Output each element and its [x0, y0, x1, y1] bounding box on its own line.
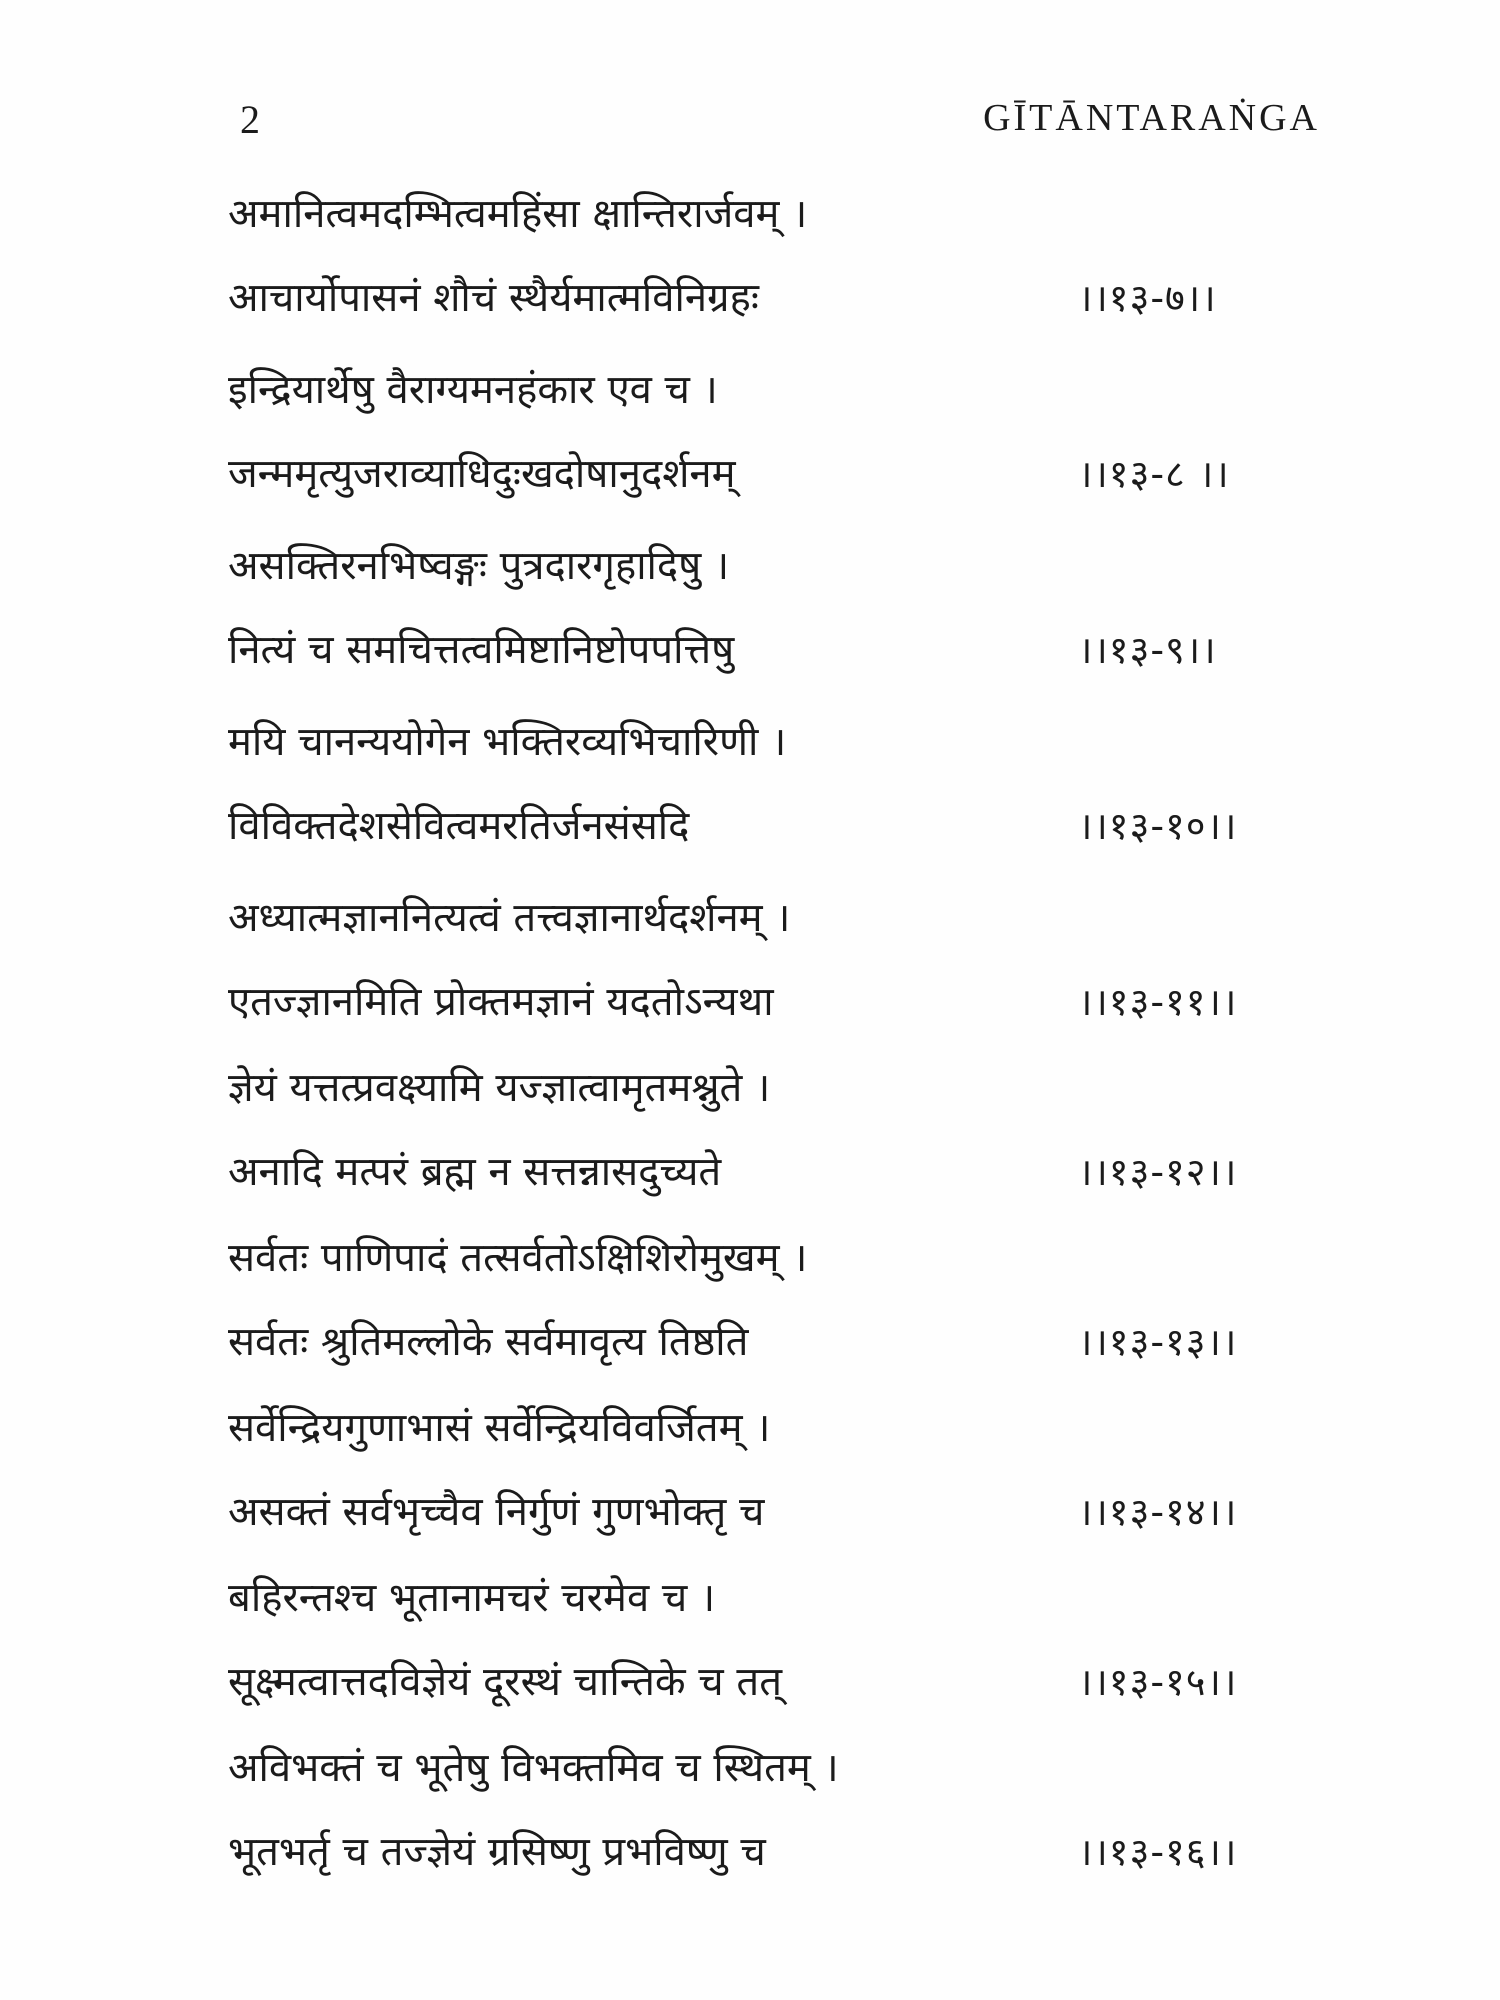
- page-header: [240, 96, 1320, 156]
- verse-number: ।।१३-१४।।: [1078, 1490, 1238, 1534]
- verse-list: [228, 190, 1318, 1914]
- verse-13-8: [228, 366, 1318, 542]
- verse-line-2: आचार्योपासनं शौचं स्थैर्यमात्मविनिग्रहः: [228, 275, 759, 321]
- verse-number: ।।१३-९।।: [1078, 628, 1217, 672]
- verse-line-1: अध्यात्मज्ञाननित्यत्वं तत्त्वज्ञानार्थदर्शनम् ।: [228, 895, 791, 941]
- verse-13-12: [228, 1064, 1318, 1234]
- verse-line-2: नित्यं च समचित्तत्वमिष्टानिष्टोपपत्तिषु: [228, 627, 735, 673]
- verse-line-1: सर्वेन्द्रियगुणाभासं सर्वेन्द्रियविवर्जितम् ।: [228, 1405, 771, 1451]
- verse-number: ।।१३-११।।: [1078, 980, 1238, 1024]
- verse-number: ।।१३-८ ।।: [1078, 452, 1230, 496]
- verse-number: ।।१३-१५।।: [1078, 1660, 1238, 1704]
- verse-number: ।।१३-१३।।: [1078, 1320, 1238, 1364]
- verse-line-1: सर्वतः पाणिपादं तत्सर्वतोऽक्षिशिरोमुखम् ।: [228, 1235, 808, 1281]
- verse-line-2: जन्ममृत्युजराव्याधिदुःखदोषानुदर्शनम्: [228, 451, 736, 497]
- page-number: 2: [240, 97, 261, 142]
- verse-number: ।।१३-१२।।: [1078, 1150, 1238, 1194]
- verse-line-2: भूतभर्तृ च तज्ज्ञेयं ग्रसिष्णु प्रभविष्णु च: [228, 1829, 766, 1875]
- verse-line-2: सर्वतः श्रुतिमल्लोके सर्वमावृत्य तिष्ठति: [228, 1319, 749, 1365]
- verse-13-7: [228, 190, 1318, 366]
- verse-number: ।।१३-१६।।: [1078, 1830, 1238, 1874]
- verse-line-1: इन्द्रियार्थेषु वैराग्यमनहंकार एव च ।: [228, 367, 718, 413]
- verse-line-1: अविभक्तं च भूतेषु विभक्तमिव च स्थितम् ।: [228, 1745, 839, 1791]
- verse-13-9: [228, 542, 1318, 718]
- verse-line-1: मयि चानन्ययोगेन भक्तिरव्यभिचारिणी ।: [228, 719, 787, 765]
- verse-line-1: ज्ञेयं यत्तत्प्रवक्ष्यामि यज्ज्ञात्वामृतमश्नुते ।: [228, 1065, 771, 1111]
- running-title: GĪTĀNTARAṄGA: [983, 97, 1320, 139]
- verse-13-11: [228, 894, 1318, 1064]
- verse-line-2: सूक्ष्मत्वात्तदविज्ञेयं दूरस्थं चान्तिके च तत्: [228, 1659, 783, 1705]
- verse-13-14: [228, 1404, 1318, 1574]
- verse-line-2: असक्तं सर्वभृच्चैव निर्गुणं गुणभोक्तृ च: [228, 1489, 765, 1535]
- verse-number: ।।१३-७।।: [1078, 276, 1217, 320]
- verse-13-16: [228, 1744, 1318, 1914]
- verse-13-15: [228, 1574, 1318, 1744]
- verse-line-2: विविक्तदेशसेवित्वमरतिर्जनसंसदि: [228, 803, 690, 849]
- verse-number: ।।१३-१०।।: [1078, 804, 1238, 848]
- verse-line-1: असक्तिरनभिष्वङ्गः पुत्रदारगृहादिषु ।: [228, 543, 730, 589]
- verse-line-2: अनादि मत्परं ब्रह्म न सत्तन्नासदुच्यते: [228, 1149, 722, 1195]
- verse-line-2: एतज्ज्ञानमिति प्रोक्तमज्ञानं यदतोऽन्यथा: [228, 979, 774, 1025]
- verse-13-10: [228, 718, 1318, 894]
- verse-line-1: बहिरन्तश्च भूतानामचरं चरमेव च ।: [228, 1575, 716, 1621]
- verse-13-13: [228, 1234, 1318, 1404]
- verse-line-1: अमानित्वमदम्भित्वमहिंसा क्षान्तिरार्जवम् ।: [228, 191, 808, 237]
